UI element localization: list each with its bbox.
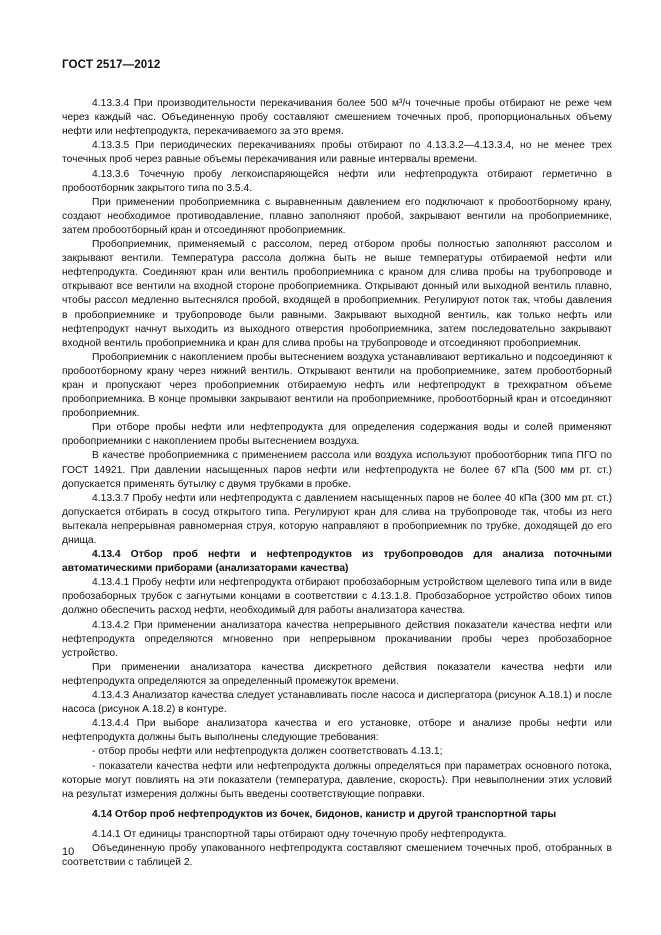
paragraph: 4.13.4.3 Анализатор качества следует устанавливать после насоса и диспергатора (рисунок А.18.1) и после насоса (рисунок А.18.2) в контуре. bbox=[62, 690, 612, 716]
paragraph: Объединенную пробу упакованного нефтепродукта составляют смешением точечных проб, отобранных в соответствии с таблицей 2. bbox=[62, 842, 612, 869]
document-body bbox=[62, 97, 612, 870]
paragraph: 4.13.3.5 При периодических перекачиваниях пробы отбирают по 4.13.3.2—4.13.3.4, но не менее трех точечных проб через равные объемы перекачивания или равные интервалы времени. bbox=[62, 140, 612, 166]
section-heading: 4.13.4 Отбор проб нефти и нефтепродуктов из трубопроводов для анализа поточными автоматическими приборами (анализаторами качества) bbox=[62, 549, 612, 575]
paragraph: 4.13.4.2 При применении анализатора качества непрерывного действия показатели качества нефти или нефтепродукта определяются мгновенно при непрерывном прокачивании пробы через пробозаборное устройство. bbox=[62, 619, 612, 659]
list-item: - показатели качества нефти или нефтепродукта должны определяться при параметрах основного потока, которые могут повлиять на эти показатели (температура, давление, скорость). При невыполнении этих условий на результат измерения должны быть введены соответствующие поправки. bbox=[62, 760, 612, 800]
paragraph: Пробоприемник, применяемый с рассолом, перед отбором пробы полностью заполняют рассолом и закрывают вентили. Температура рассола должна быть не выше температуры отбираемой нефти или нефтепродукта. Соединяют кран или вентиль пробоприемника с краном для слива пробы на трубопроводе и открывают все вентили на входной стороне пробоприемника. Открывают донный или выходной вентиль плавно, чтобы рассол медленно вытеснялся пробой, входящей в пробоприемник. Регулируют поток так, чтобы давления в пробоприемнике и трубопроводе были равными. Закрывают выходной вентиль, как только нефть или нефтепродукт начнут выходить из выходного отверстия пробоприемника, затем последовательно закрывают входной вентиль пробоприемника и кран для слива пробы на трубопроводе и отсоединяют пробоприемник. bbox=[62, 239, 612, 349]
list-item: - отбор пробы нефти или нефтепродукта должен соответствовать 4.13.1; bbox=[92, 746, 443, 758]
paragraph: 4.13.4.4 При выборе анализатора качества и его установке, отборе и анализе пробы нефти или нефтепродукта должны быть выполнены следующие требования: bbox=[62, 718, 612, 744]
paragraph: 4.13.3.4 При производительности перекачивания более 500 м³/ч точечные пробы отбирают не реже чем через каждый час. Объединенную пробу составляют смешением точечных проб, пропорциональных объему нефти или нефтепродукта, перекачиваемого за это время. bbox=[62, 98, 612, 138]
paragraph: Пробоприемник с накоплением пробы вытеснением воздуха устанавливают вертикально и подсоединяют к пробоотборному крану через нижний вентиль. Открывают вентили на пробоприемнике, затем пробоотборный кран и пропускают через пробоприемник отбираемую нефть или нефтепродукт в трехкратном объеме пробоприемника. В конце промывки закрывают вентили на пробоприемнике, пробоотборный кран и отсоединяют пробоприемник. bbox=[62, 351, 612, 420]
document-header: ГОСТ 2517—2012 bbox=[62, 58, 161, 71]
section-heading: 4.14 Отбор проб нефтепродуктов из бочек, бидонов, канистр и другой транспортной тары bbox=[92, 808, 557, 820]
paragraph: 4.14.1 От единицы транспортной тары отбирают одну точечную пробу нефтепродукта. bbox=[92, 828, 507, 840]
paragraph: При применении анализатора качества дискретного действия показатели качества нефти или нефтепродукта определяются за определенный промежуток времени. bbox=[62, 661, 612, 687]
paragraph: 4.13.3.7 Пробу нефти или нефтепродукта с давлением насыщенных паров не более 40 кПа (300 мм рт. ст.) допускается отбирать в сосуд открытого типа. Регулируют кран для слива на трубопроводе так, чтобы из него вытекала непрерывная равномерная струя, которую направляют в пробоприемник по трубке, доходящей до его днища. bbox=[62, 492, 612, 546]
paragraph: При отборе пробы нефти или нефтепродукта для определения содержания воды и солей применяют пробоприемники с накоплением пробы вытеснением воздуха. bbox=[62, 422, 612, 448]
paragraph: 4.13.4.1 Пробу нефти или нефтепродукта отбирают пробозаборным устройством щелевого типа или в виде пробозаборных трубок с загнутыми концами в соответствии с 4.13.1.8. Пробозаборное устройство обоих типов должно обеспечить расход нефти, необходимый для работы анализатора качества. bbox=[62, 577, 612, 617]
paragraph: 4.13.3.6 Точечную пробу легкоиспаряющейся нефти или нефтепродукта отбирают герметично в пробоотборник закрытого типа по 3.5.4. bbox=[62, 168, 612, 194]
page-number: 10 bbox=[62, 846, 75, 858]
paragraph: При применении пробоприемника с выравненным давлением его подключают к пробоотборному крану, создают необходимое противодавление, плавно заполняют пробой, закрывают вентили на пробоприемнике, затем пробоотборный кран и отсоединяют пробоприемник. bbox=[62, 196, 612, 236]
paragraph: В качестве пробоприемника с применением рассола или воздуха используют пробоотборник типа ПГО по ГОСТ 14921. При давлении насыщенных паров нефти или нефтепродукта не более 67 кПа (500 мм рт. ст.) допускается применять бутылку с двумя трубками в пробке. bbox=[62, 450, 612, 490]
